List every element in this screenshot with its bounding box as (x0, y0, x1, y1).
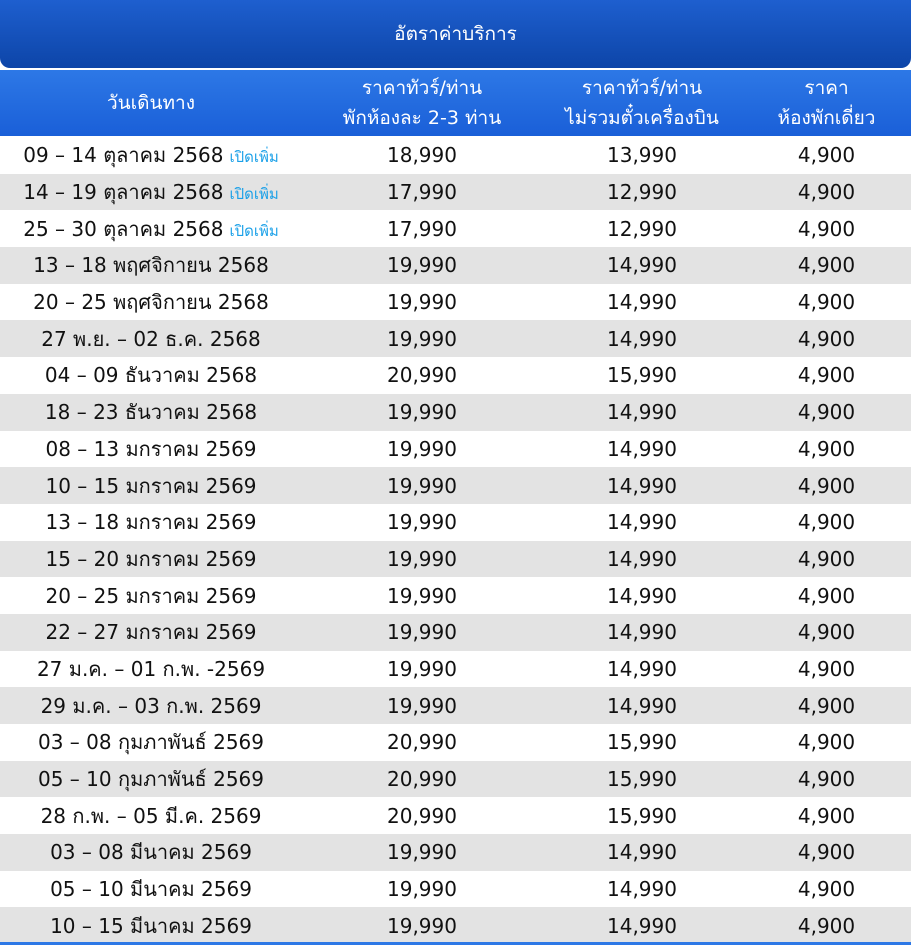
table-row (0, 247, 911, 284)
header-price-no-air-line2: ไม่รวมตั๋วเครื่องบิน (565, 107, 719, 129)
cell-date-text: 08 – 13 มกราคม 2569 (45, 436, 257, 461)
cell-price-no-air: 14,990 (607, 253, 677, 278)
cell-price-share: 19,990 (387, 583, 457, 608)
cell-price-share: 17,990 (387, 180, 457, 205)
cell-price-no-air: 14,990 (607, 436, 677, 461)
cell-date-text: 05 – 10 มีนาคม 2569 (50, 877, 252, 902)
cell-single-supplement: 4,900 (797, 767, 856, 792)
table-row (0, 724, 911, 761)
cell-single-supplement: 4,900 (797, 693, 856, 718)
cell-single-supplement: 4,900 (797, 326, 856, 351)
cell-price-share: 19,990 (387, 840, 457, 865)
cell-date (0, 359, 302, 391)
cell-price-no-air: 14,990 (607, 693, 677, 718)
table-row (0, 284, 911, 321)
cell-price-no-air: 12,990 (607, 180, 677, 205)
cell-single-supplement: 4,900 (797, 510, 856, 535)
cell-price-no-air: 14,990 (607, 877, 677, 902)
cell-price-no-air: 15,990 (607, 363, 677, 388)
cell-date (0, 800, 302, 832)
cell-price-no-air: 14,990 (607, 400, 677, 425)
table-header (0, 70, 911, 136)
cell-date-text: 20 – 25 พฤศจิกายน 2568 (33, 290, 269, 315)
table-row (0, 687, 911, 724)
cell-price-share: 19,990 (387, 693, 457, 718)
cell-date (0, 176, 302, 208)
cell-date-text: 13 – 18 มกราคม 2569 (45, 510, 257, 535)
cell-single-supplement: 4,900 (797, 143, 856, 168)
cell-price-no-air: 14,990 (607, 473, 677, 498)
cell-single-supplement: 4,900 (797, 877, 856, 902)
cell-price-share: 20,990 (387, 803, 457, 828)
cell-price-share: 19,990 (387, 913, 457, 938)
header-price-no-air (542, 70, 742, 136)
cell-price-share: 20,990 (387, 767, 457, 792)
cell-date (0, 873, 302, 905)
cell-price-no-air: 15,990 (607, 730, 677, 755)
cell-date-text: 25 – 30 ตุลาคม 2568 (23, 216, 224, 241)
cell-date-text: 05 – 10 กุมภาพันธ์ 2569 (38, 767, 264, 792)
table-row (0, 871, 911, 908)
header-single-line1: ราคา (804, 77, 849, 99)
cell-date (0, 249, 302, 281)
cell-date (0, 139, 302, 171)
cell-date (0, 726, 302, 758)
table-row (0, 577, 911, 614)
table-row (0, 210, 911, 247)
cell-single-supplement: 4,900 (797, 436, 856, 461)
cell-price-share: 19,990 (387, 656, 457, 681)
cell-price-share: 19,990 (387, 510, 457, 535)
cell-price-no-air: 13,990 (607, 143, 677, 168)
cell-date (0, 836, 302, 868)
header-date-label: วันเดินทาง (107, 92, 195, 114)
header-single-line2: ห้องพักเดี่ยว (777, 107, 876, 129)
cell-date-text: 04 – 09 ธันวาคม 2568 (44, 363, 258, 388)
table-row (0, 797, 911, 834)
cell-date (0, 910, 302, 942)
cell-price-share: 19,990 (387, 620, 457, 645)
header-price-share (302, 70, 542, 136)
cell-price-no-air: 14,990 (607, 656, 677, 681)
cell-date-text: 27 ม.ค. – 01 ก.พ. -2569 (36, 656, 266, 681)
cell-single-supplement: 4,900 (797, 620, 856, 645)
header-price-share-line2: พักห้องละ 2-3 ท่าน (342, 107, 502, 129)
cell-date (0, 506, 302, 538)
cell-price-share: 18,990 (387, 143, 457, 168)
cell-date (0, 580, 302, 612)
cell-price-no-air: 15,990 (607, 767, 677, 792)
cell-price-no-air: 14,990 (607, 913, 677, 938)
cell-date-text: 15 – 20 มกราคม 2569 (45, 546, 257, 571)
table-row (0, 137, 911, 174)
new-departure-badge: เปิดเพิ่ม (229, 221, 279, 240)
cell-date-text: 14 – 19 ตุลาคม 2568 (23, 180, 224, 205)
table-row (0, 541, 911, 578)
table-row (0, 761, 911, 798)
table-row (0, 504, 911, 541)
cell-date (0, 470, 302, 502)
cell-price-no-air: 12,990 (607, 216, 677, 241)
price-table-body (0, 137, 911, 944)
table-row (0, 467, 911, 504)
cell-single-supplement: 4,900 (797, 290, 856, 315)
cell-single-supplement: 4,900 (797, 656, 856, 681)
cell-single-supplement: 4,900 (797, 913, 856, 938)
table-row (0, 320, 911, 357)
cell-date (0, 543, 302, 575)
table-row (0, 174, 911, 211)
table-row (0, 651, 911, 688)
cell-date-text: 18 – 23 ธันวาคม 2568 (44, 400, 258, 425)
header-single (742, 70, 911, 136)
cell-price-no-air: 14,990 (607, 510, 677, 535)
cell-price-no-air: 15,990 (607, 803, 677, 828)
new-departure-badge: เปิดเพิ่ม (229, 148, 279, 167)
cell-single-supplement: 4,900 (797, 180, 856, 205)
new-departure-badge: เปิดเพิ่ม (229, 185, 279, 204)
cell-single-supplement: 4,900 (797, 473, 856, 498)
cell-price-share: 19,990 (387, 436, 457, 461)
table-row (0, 614, 911, 651)
table-row (0, 907, 911, 944)
cell-date-text: 28 ก.พ. – 05 มี.ค. 2569 (40, 803, 262, 828)
cell-date (0, 213, 302, 245)
cell-price-no-air: 14,990 (607, 583, 677, 608)
cell-single-supplement: 4,900 (797, 583, 856, 608)
cell-date-text: 29 ม.ค. – 03 ก.พ. 2569 (40, 693, 262, 718)
cell-date-text: 27 พ.ย. – 02 ธ.ค. 2568 (41, 326, 261, 351)
header-price-share-line1: ราคาทัวร์/ท่าน (361, 77, 483, 99)
header-date (0, 70, 302, 136)
cell-price-share: 19,990 (387, 400, 457, 425)
cell-single-supplement: 4,900 (797, 546, 856, 571)
page-title-banner (0, 0, 911, 68)
cell-date-text: 03 – 08 กุมภาพันธ์ 2569 (38, 730, 264, 755)
cell-price-share: 19,990 (387, 290, 457, 315)
cell-single-supplement: 4,900 (797, 253, 856, 278)
cell-single-supplement: 4,900 (797, 730, 856, 755)
cell-price-share: 19,990 (387, 253, 457, 278)
cell-price-no-air: 14,990 (607, 840, 677, 865)
cell-date (0, 616, 302, 648)
page-title: อัตราค่าบริการ (394, 23, 517, 45)
table-row (0, 357, 911, 394)
cell-price-share: 17,990 (387, 216, 457, 241)
cell-single-supplement: 4,900 (797, 803, 856, 828)
cell-single-supplement: 4,900 (797, 216, 856, 241)
cell-price-share: 19,990 (387, 326, 457, 351)
cell-single-supplement: 4,900 (797, 840, 856, 865)
cell-date (0, 433, 302, 465)
cell-single-supplement: 4,900 (797, 400, 856, 425)
cell-date (0, 653, 302, 685)
cell-price-share: 19,990 (387, 546, 457, 571)
cell-date-text: 20 – 25 มกราคม 2569 (45, 583, 257, 608)
cell-price-share: 20,990 (387, 363, 457, 388)
cell-date-text: 22 – 27 มกราคม 2569 (45, 620, 257, 645)
cell-price-no-air: 14,990 (607, 546, 677, 571)
cell-date (0, 763, 302, 795)
cell-price-no-air: 14,990 (607, 290, 677, 315)
cell-date-text: 10 – 15 มีนาคม 2569 (50, 913, 252, 938)
table-row (0, 834, 911, 871)
cell-date (0, 323, 302, 355)
table-row (0, 394, 911, 431)
table-row (0, 431, 911, 468)
cell-single-supplement: 4,900 (797, 363, 856, 388)
cell-price-no-air: 14,990 (607, 620, 677, 645)
cell-price-no-air: 14,990 (607, 326, 677, 351)
cell-date (0, 286, 302, 318)
cell-date-text: 10 – 15 มกราคม 2569 (45, 473, 257, 498)
cell-date (0, 690, 302, 722)
cell-date-text: 09 – 14 ตุลาคม 2568 (23, 143, 224, 168)
cell-price-share: 20,990 (387, 730, 457, 755)
cell-date-text: 03 – 08 มีนาคม 2569 (50, 840, 252, 865)
cell-date-text: 13 – 18 พฤศจิกายน 2568 (33, 253, 269, 278)
cell-price-share: 19,990 (387, 877, 457, 902)
header-price-no-air-line1: ราคาทัวร์/ท่าน (581, 77, 703, 99)
cell-price-share: 19,990 (387, 473, 457, 498)
cell-date (0, 396, 302, 428)
